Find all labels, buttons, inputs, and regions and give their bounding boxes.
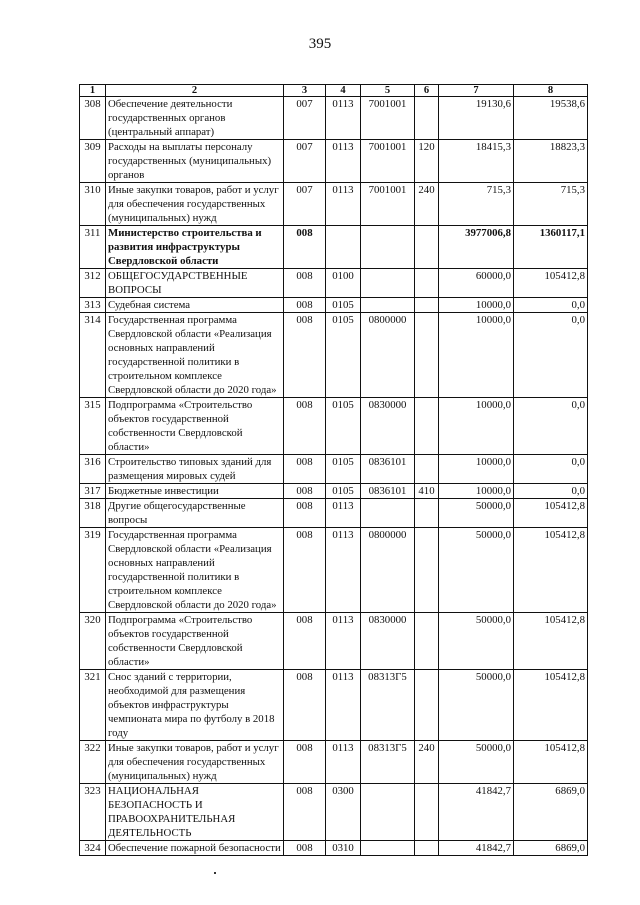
header-col-7: 7 (439, 85, 514, 97)
cell-target-code: 0800000 (361, 528, 415, 613)
cell-expense-type (415, 784, 439, 841)
cell-section-code (326, 226, 361, 269)
cell-amount-col7: 50000,0 (439, 613, 514, 670)
cell-section-code: 0113 (326, 499, 361, 528)
cell-expense-type (415, 97, 439, 140)
cell-ministry-code: 008 (284, 613, 326, 670)
cell-section-code: 0113 (326, 613, 361, 670)
cell-section-code: 0105 (326, 398, 361, 455)
cell-ministry-code: 008 (284, 298, 326, 313)
header-col-5: 5 (361, 85, 415, 97)
cell-section-code: 0113 (326, 140, 361, 183)
cell-amount-col7: 60000,0 (439, 269, 514, 298)
cell-row-number: 315 (80, 398, 106, 455)
cell-ministry-code: 007 (284, 183, 326, 226)
cell-item-name: Государственная программа Свердловской области «Реализация основных направлений государственной политики в строительном комплексе Свердловской области до 2020 года» (106, 313, 284, 398)
cell-amount-col7: 10000,0 (439, 484, 514, 499)
cell-ministry-code: 008 (284, 499, 326, 528)
cell-item-name: Обеспечение деятельности государственных органов (центральный аппарат) (106, 97, 284, 140)
cell-amount-col8: 105412,8 (514, 670, 588, 741)
table-row (80, 140, 588, 183)
cell-expense-type (415, 269, 439, 298)
cell-section-code: 0113 (326, 670, 361, 741)
cell-row-number: 316 (80, 455, 106, 484)
cell-ministry-code: 008 (284, 313, 326, 398)
cell-amount-col7: 10000,0 (439, 455, 514, 484)
cell-ministry-code: 008 (284, 784, 326, 841)
cell-amount-col7: 715,3 (439, 183, 514, 226)
cell-amount-col8: 105412,8 (514, 613, 588, 670)
cell-row-number: 310 (80, 183, 106, 226)
cell-expense-type (415, 499, 439, 528)
table-row (80, 613, 588, 670)
cell-ministry-code: 008 (284, 528, 326, 613)
cell-expense-type (415, 313, 439, 398)
table-row (80, 398, 588, 455)
cell-expense-type (415, 670, 439, 741)
cell-amount-col7: 50000,0 (439, 528, 514, 613)
cell-ministry-code: 008 (284, 670, 326, 741)
cell-item-name: Подпрограмма «Строительство объектов государственной собственности Свердловской области» (106, 613, 284, 670)
cell-amount-col8: 715,3 (514, 183, 588, 226)
cell-ministry-code: 008 (284, 398, 326, 455)
cell-item-name: Министерство строительства и развития инфраструктуры Свердловской области (106, 226, 284, 269)
cell-ministry-code: 008 (284, 455, 326, 484)
cell-target-code: 0836101 (361, 484, 415, 499)
cell-target-code (361, 784, 415, 841)
cell-target-code: 7001001 (361, 140, 415, 183)
cell-row-number: 322 (80, 741, 106, 784)
cell-target-code: 7001001 (361, 183, 415, 226)
cell-target-code: 7001001 (361, 97, 415, 140)
cell-item-name: Строительство типовых зданий для размещения мировых судей (106, 455, 284, 484)
cell-amount-col8: 19538,6 (514, 97, 588, 140)
cell-amount-col7: 19130,6 (439, 97, 514, 140)
header-col-2: 2 (106, 85, 284, 97)
cell-section-code: 0300 (326, 784, 361, 841)
cell-section-code: 0113 (326, 528, 361, 613)
header-col-8: 8 (514, 85, 588, 97)
cell-target-code: 0836101 (361, 455, 415, 484)
cell-ministry-code: 008 (284, 226, 326, 269)
cell-expense-type (415, 398, 439, 455)
cell-amount-col7: 41842,7 (439, 784, 514, 841)
table-row (80, 741, 588, 784)
scan-speck (214, 872, 216, 874)
cell-amount-col8: 6869,0 (514, 784, 588, 841)
cell-section-code: 0105 (326, 313, 361, 398)
cell-section-code: 0113 (326, 741, 361, 784)
cell-amount-col7: 41842,7 (439, 841, 514, 856)
table-row (80, 183, 588, 226)
cell-item-name: Снос зданий с территории, необходимой для размещения объектов инфраструктуры чемпионата мира по футболу в 2018 году (106, 670, 284, 741)
cell-amount-col7: 10000,0 (439, 298, 514, 313)
cell-amount-col8: 105412,8 (514, 741, 588, 784)
cell-expense-type (415, 455, 439, 484)
cell-item-name: Иные закупки товаров, работ и услуг для обеспечения государственных (муниципальных) нужд (106, 183, 284, 226)
cell-section-code: 0100 (326, 269, 361, 298)
cell-expense-type (415, 841, 439, 856)
cell-row-number: 324 (80, 841, 106, 856)
cell-ministry-code: 008 (284, 269, 326, 298)
cell-target-code (361, 298, 415, 313)
cell-section-code: 0105 (326, 298, 361, 313)
header-col-4: 4 (326, 85, 361, 97)
table-row (80, 313, 588, 398)
header-col-3: 3 (284, 85, 326, 97)
cell-target-code: 0800000 (361, 313, 415, 398)
cell-row-number: 308 (80, 97, 106, 140)
cell-amount-col8: 0,0 (514, 455, 588, 484)
cell-row-number: 309 (80, 140, 106, 183)
cell-item-name: Обеспечение пожарной безопасности (106, 841, 284, 856)
cell-amount-col8: 0,0 (514, 484, 588, 499)
table-row (80, 784, 588, 841)
cell-ministry-code: 007 (284, 140, 326, 183)
cell-target-code: 0830000 (361, 613, 415, 670)
cell-amount-col8: 105412,8 (514, 269, 588, 298)
cell-target-code: 08313Г5 (361, 741, 415, 784)
cell-amount-col8: 1360117,1 (514, 226, 588, 269)
table-row (80, 455, 588, 484)
page-number: 395 (308, 36, 332, 52)
cell-ministry-code: 007 (284, 97, 326, 140)
cell-expense-type (415, 226, 439, 269)
cell-expense-type: 240 (415, 741, 439, 784)
cell-target-code: 08313Г5 (361, 670, 415, 741)
cell-row-number: 317 (80, 484, 106, 499)
cell-amount-col8: 18823,3 (514, 140, 588, 183)
cell-item-name: Иные закупки товаров, работ и услуг для обеспечения государственных (муниципальных) нужд (106, 741, 284, 784)
cell-section-code: 0105 (326, 455, 361, 484)
budget-table (79, 84, 588, 856)
cell-target-code: 0830000 (361, 398, 415, 455)
cell-item-name: Бюджетные инвестиции (106, 484, 284, 499)
cell-row-number: 319 (80, 528, 106, 613)
cell-amount-col8: 6869,0 (514, 841, 588, 856)
table-row (80, 269, 588, 298)
cell-target-code (361, 226, 415, 269)
cell-section-code: 0113 (326, 183, 361, 226)
cell-row-number: 321 (80, 670, 106, 741)
cell-item-name: ОБЩЕГОСУДАРСТВЕННЫЕ ВОПРОСЫ (106, 269, 284, 298)
header-col-1: 1 (80, 85, 106, 97)
table-row (80, 226, 588, 269)
cell-expense-type: 240 (415, 183, 439, 226)
table-row (80, 841, 588, 856)
cell-amount-col7: 50000,0 (439, 499, 514, 528)
cell-row-number: 318 (80, 499, 106, 528)
cell-item-name: Расходы на выплаты персоналу государственных (муниципальных) органов (106, 140, 284, 183)
cell-section-code: 0310 (326, 841, 361, 856)
cell-target-code (361, 841, 415, 856)
table-row (80, 499, 588, 528)
cell-expense-type: 120 (415, 140, 439, 183)
cell-amount-col7: 50000,0 (439, 741, 514, 784)
cell-amount-col8: 105412,8 (514, 499, 588, 528)
cell-section-code: 0105 (326, 484, 361, 499)
cell-item-name: Подпрограмма «Строительство объектов государственной собственности Свердловской области» (106, 398, 284, 455)
table-row (80, 484, 588, 499)
cell-target-code (361, 269, 415, 298)
cell-amount-col8: 0,0 (514, 398, 588, 455)
cell-row-number: 323 (80, 784, 106, 841)
header-col-6: 6 (415, 85, 439, 97)
cell-amount-col8: 105412,8 (514, 528, 588, 613)
cell-ministry-code: 008 (284, 741, 326, 784)
cell-row-number: 314 (80, 313, 106, 398)
cell-ministry-code: 008 (284, 484, 326, 499)
header-row (80, 85, 588, 97)
cell-expense-type (415, 528, 439, 613)
cell-expense-type (415, 613, 439, 670)
cell-row-number: 312 (80, 269, 106, 298)
cell-row-number: 311 (80, 226, 106, 269)
cell-ministry-code: 008 (284, 841, 326, 856)
cell-amount-col7: 18415,3 (439, 140, 514, 183)
table-row (80, 670, 588, 741)
cell-expense-type (415, 298, 439, 313)
table-row (80, 528, 588, 613)
cell-amount-col8: 0,0 (514, 313, 588, 398)
cell-row-number: 320 (80, 613, 106, 670)
cell-item-name: Другие общегосударственные вопросы (106, 499, 284, 528)
cell-amount-col8: 0,0 (514, 298, 588, 313)
table-row (80, 97, 588, 140)
cell-target-code (361, 499, 415, 528)
cell-amount-col7: 3977006,8 (439, 226, 514, 269)
cell-expense-type: 410 (415, 484, 439, 499)
cell-section-code: 0113 (326, 97, 361, 140)
cell-amount-col7: 10000,0 (439, 398, 514, 455)
cell-amount-col7: 10000,0 (439, 313, 514, 398)
cell-item-name: Судебная система (106, 298, 284, 313)
table-body (80, 97, 588, 856)
cell-amount-col7: 50000,0 (439, 670, 514, 741)
cell-item-name: Государственная программа Свердловской области «Реализация основных направлений государственной политики в строительном комплексе Свердловской области до 2020 года» (106, 528, 284, 613)
cell-row-number: 313 (80, 298, 106, 313)
table-row (80, 298, 588, 313)
cell-item-name: НАЦИОНАЛЬНАЯ БЕЗОПАСНОСТЬ И ПРАВООХРАНИТЕЛЬНАЯ ДЕЯТЕЛЬНОСТЬ (106, 784, 284, 841)
